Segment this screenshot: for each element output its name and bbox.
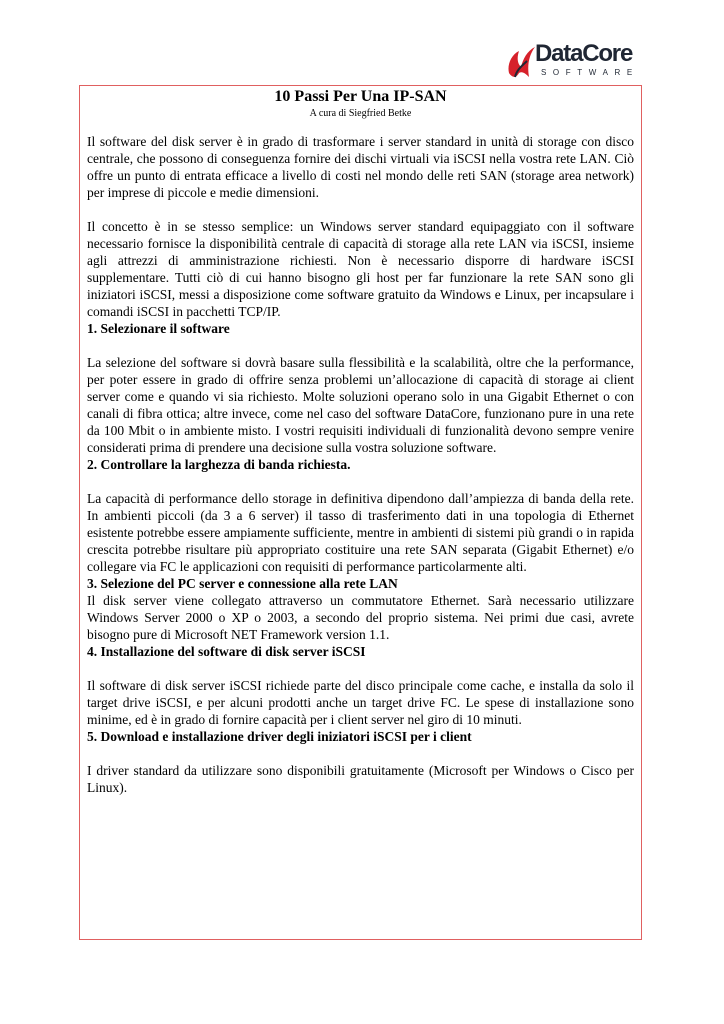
document-author: A cura di Siegfried Betke — [309, 108, 412, 119]
document-title: 10 Passi Per Una IP-SAN — [274, 88, 447, 105]
logo-brand: DataCore — [535, 40, 633, 67]
section-body: La selezione del software si dovrà basare sulla flessibilità e la scalabilità, oltre che la performance, per poter essere in grado di offrire senza problemi un’allocazione di capacità di storage ai client server come e quando vi sia richiesto. Molte soluzioni operano solo in una Gigabit Ethernet o con canali di fibra ottica; altre invece, come nel caso del software DataCore, funzionano pure in una rete da 100 Mbit o in ambiente misto. I vostri requisiti individuali di funzionalità devono sempre venire considerati prima di prendere una decisione sulla vostra soluzione software. — [87, 355, 634, 455]
section-title: 3. Selezione del PC server e connessione alla rete LAN — [87, 576, 398, 591]
datacore-logo-icon — [505, 43, 537, 81]
section-body: Il disk server viene collegato attraverso un commutatore Ethernet. Sarà necessario utilizzare Windows Server 2000 o XP o 2003, a secondo del proprio sistema. Nei primi due casi, avrete bisogno pure di Microsoft NET Framework version 1.1. — [87, 593, 634, 642]
intro-paragraph: Il concetto è in se stesso semplice: un Windows server standard equipaggiato con il software necessario fornisce la disponibilità centrale di capacità di storage alla rete LAN via iSCSI, insieme agli attrezzi di amministrazione richiesti. Non è necessario disporre di hardware iSCSI supplementare. Tutti ciò di cui hanno bisogno gli host per far funzionare la rete SAN sono gli iniziatori iSCSI, messi a disposizione come software gratuito da Windows e Linux, per incapsulare i comandi iSCSI in pacchetti TCP/IP. — [87, 219, 634, 319]
section-title: 5. Download e installazione driver degli iniziatori iSCSI per i client — [87, 729, 472, 744]
datacore-logo — [505, 41, 641, 85]
section-body: I driver standard da utilizzare sono disponibili gratuitamente (Microsoft per Windows o Cisco per Linux). — [87, 763, 634, 795]
document-content — [87, 88, 634, 796]
section-title: 2. Controllare la larghezza di banda richiesta. — [87, 457, 351, 472]
section-title: 1. Selezionare il software — [87, 321, 230, 336]
section-title: 4. Installazione del software di disk server iSCSI — [87, 644, 366, 659]
logo-subtitle: SOFTWARE — [541, 68, 639, 77]
section-body: La capacità di performance dello storage in definitiva dipendono dall’ampiezza di banda della rete. In ambienti piccoli (da 3 a 6 server) il tasso di trasferimento dati in una topologia di Ethernet esistente potrebbe essere ampiamente sufficiente, mentre in ambienti di sistemi più grandi o in rapida crescita potrebbe risultare più appropriato costituire una rete SAN separata (Gigabit Ethernet) e/o collegare via FC le applicazioni con requisiti di performance particolarmente alti. — [87, 491, 634, 574]
intro-paragraph: Il software del disk server è in grado di trasformare i server standard in unità di storage con disco centrale, che possono di conseguenza fornire dei dischi virtuali via iSCSI nella vostra rete LAN. Ciò offre un punto di entrata efficace a livello di costi nel mondo delle reti SAN (storage area network) per imprese di piccole e medie dimensioni. — [87, 134, 634, 200]
section-body: Il software di disk server iSCSI richiede parte del disco principale come cache, e installa da solo il target drive iSCSI, e per alcuni prodotti anche un target drive FC. Le spese di installazione sono minime, ed è in grado di fornire capacità per i client server nel giro di 10 minuti. — [87, 678, 634, 727]
